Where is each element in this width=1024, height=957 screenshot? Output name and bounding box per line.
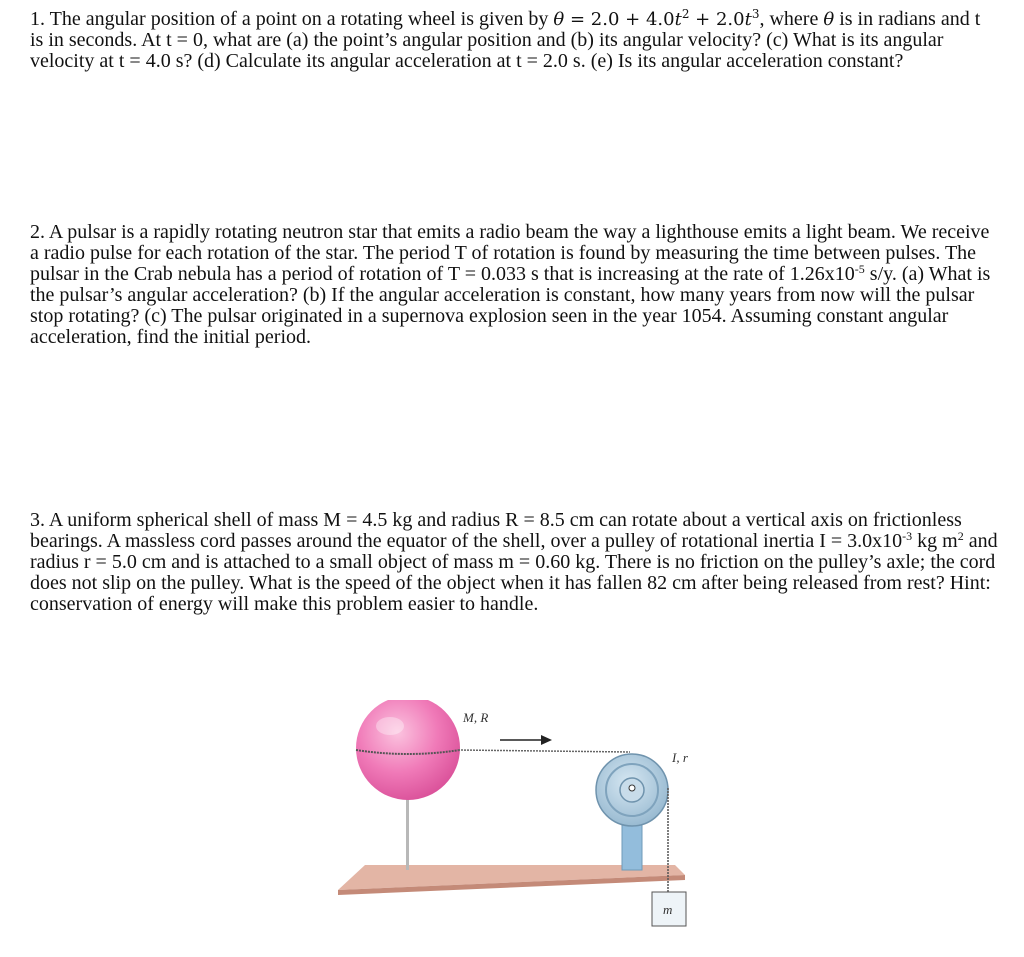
inertia-exponent: -3 bbox=[902, 529, 913, 543]
shell-pulley-figure bbox=[330, 700, 710, 930]
position-equation bbox=[553, 9, 759, 30]
problem-1-questions: is in radians and t is in seconds. At t = 0, what are (a) the point’s angular position and (b) its angular velocity? (c) What is its angular velocity at t = 4.0 s? (d) Calculate its angular acceleration at t = 2.0 s. (e) Is its angular acceleration constant? bbox=[30, 8, 981, 72]
rate-exponent: -5 bbox=[854, 262, 865, 276]
theta-symbol: θ bbox=[823, 9, 835, 30]
problem-1-where: , where bbox=[759, 8, 824, 30]
eq-part: = 2.0 + 4.0 bbox=[564, 9, 675, 30]
problem-3-text bbox=[30, 510, 998, 615]
problem-1-text bbox=[30, 9, 998, 72]
problem-2-intro: 2. A pulsar is a rapidly rotating neutron star that emits a radio beam the way a lighthouse emits a light beam. We receive a radio pulse for each rotation of the star. The period T of rotation is found by measuring the time between pulses. The pulsar in the Crab nebula has a period of rotation of T = 0.033 s that is increasing at the rate of 1.26x10 bbox=[30, 221, 990, 285]
label-block-mass: m bbox=[663, 902, 673, 917]
direction-arrow-head bbox=[541, 735, 552, 745]
eq-exponent-2: 2 bbox=[681, 7, 690, 21]
problem-3-intro: 3. A uniform spherical shell of mass M = 4.5 kg and radius R = 8.5 cm can rotate about a vertical axis on frictionless bearings. A massless cord passes around the equator of the shell, over a pulley of rotational inertia I = 3.0x10 bbox=[30, 509, 962, 552]
problem-3-units: kg m bbox=[912, 530, 958, 552]
label-pulley-inertia-radius: I, r bbox=[672, 750, 688, 765]
problem-2-text bbox=[30, 222, 998, 348]
pulley-axle bbox=[629, 785, 635, 791]
spherical-shell bbox=[356, 700, 460, 800]
theta-symbol: θ bbox=[553, 9, 565, 30]
eq-exponent-3: 3 bbox=[751, 7, 760, 21]
eq-t: t bbox=[674, 9, 682, 30]
units-exponent: 2 bbox=[957, 529, 964, 543]
eq-part: + 2.0 bbox=[689, 9, 745, 30]
shell-highlight bbox=[376, 717, 404, 735]
axis-rod bbox=[406, 790, 409, 870]
problem-2-questions: s/y. (a) What is the pulsar’s angular acceleration? (b) If the angular acceleration is constant, how many years from now will the pulsar stop rotating? (c) The pulsar originated in a supernova explosion seen in the year 1054. Assuming constant angular acceleration, find the initial period. bbox=[30, 263, 991, 348]
problem-1-intro: 1. The angular position of a point on a rotating wheel is given by bbox=[30, 8, 554, 30]
eq-t: t bbox=[744, 9, 752, 30]
label-shell-mass-radius: M, R bbox=[463, 710, 489, 725]
horizontal-cord bbox=[458, 750, 630, 752]
problem-3-questions: and radius r = 5.0 cm and is attached to a small object of mass m = 0.60 kg. There is no friction on the pulley’s axle; the cord does not slip on the pulley. What is the speed of the object when it has fallen 82 cm after being released from rest? Hint: conservation of energy will make this problem easier to handle. bbox=[30, 530, 998, 615]
